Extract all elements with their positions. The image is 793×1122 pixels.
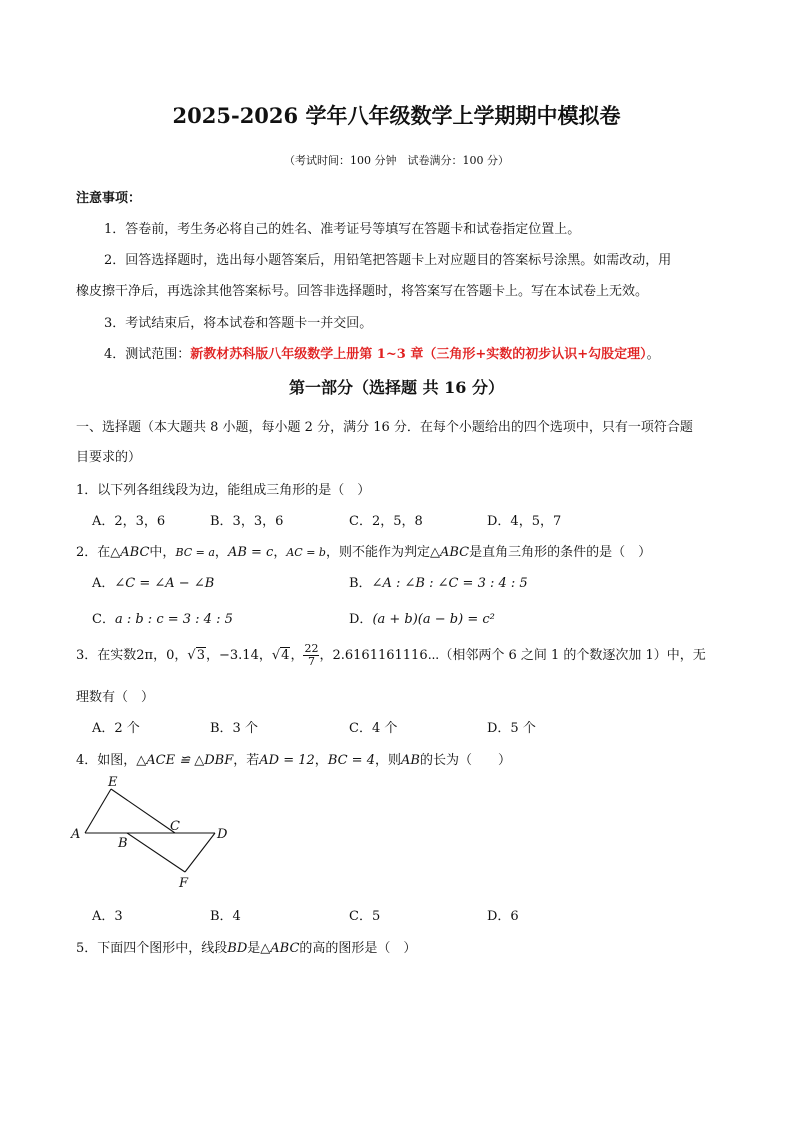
q3-num: 2π [136,648,154,663]
notice-item-2-line2: 橡皮擦干净后，再选涂其他答案标号。回答非选择题时，将答案写在答题卡上。写在本试卷上无效。 [76,284,649,299]
option-label: B． [349,576,372,591]
q2-option-d[interactable] [349,608,495,627]
q4-text: 4．如图， [76,753,137,768]
q3-sep: ， [206,648,220,663]
q2-option-a[interactable] [92,572,214,591]
q1-option-b[interactable]: B．3，3，6 [210,514,284,529]
point-e-label: E [108,775,118,790]
q5-segment: BD [227,941,248,956]
q1-option-d[interactable]: D．4，5，7 [487,514,562,529]
q3-sep: ， [290,648,304,663]
q4-text: ，若 [233,753,260,768]
notice-item-4-prefix: 4．测试范围： [104,347,191,362]
q2-text: 是直角三角形的条件的是（ ） [469,545,652,560]
q4-option-a[interactable]: A．3 [92,909,123,924]
q3-radicand: 3 [196,648,205,663]
point-a-label: A [71,827,81,842]
q2-text: ，则不能作为判定 [325,545,430,560]
q2-text: ， [214,545,228,560]
q3-sep: ， [153,648,167,663]
notice-heading: 注意事项： [76,191,142,206]
segment-fd [185,833,215,872]
section-intro-line2: 目要求的） [76,450,142,465]
question-4-stem [76,749,511,768]
fraction-numerator: 22 [304,642,319,655]
q3-sqrt-3: √3 [187,648,205,663]
q3-num: 0 [166,648,175,663]
point-f-label: F [179,876,189,891]
notice-item-4 [104,343,660,362]
q4-text: ，则 [374,753,401,768]
section-intro-line1: 一、选择题（本大题共 8 小题，每小题 2 分，满分 16 分．在每个小题给出的四个选项中，只有一项符合题 [76,420,693,435]
q4-text: 的长为（ ） [419,753,511,768]
q4-text: ， [314,753,328,768]
option-expr: a : b : c = 3 : 4 : 5 [114,612,233,627]
q5-text: 5．下面四个图形中，线段 [76,941,228,956]
q2-option-b[interactable] [349,572,528,591]
q4-option-c[interactable]: C．5 [349,909,381,924]
q2-triangle: △ABC [429,545,470,560]
q3-radicand: 4 [281,648,290,663]
segment-bf [127,833,185,872]
q2-triangle: △ABC [110,545,150,560]
notice-item-3: 3．考试结束后，将本试卷和答题卡一并交回。 [104,316,373,331]
q3-sep: ， [319,648,333,663]
notice-item-1: 1．答卷前，考生务必将自己的姓名、准考证号等填写在答题卡和试卷指定位置上。 [104,222,581,237]
q4-figure-lines [85,789,215,872]
test-scope: 新教材苏科版八年级数学上册第 1~3 章（三角形+实数的初步认识+勾股定理） [190,347,647,362]
page-title: 2025-2026 学年八年级数学上学期期中模拟卷 [172,103,621,128]
option-expr: (a + b)(a − b) = c² [372,612,495,627]
q4-eq-bc: BC = 4 [327,753,375,768]
notice-item-4-suffix: 。 [646,347,660,362]
q2-text: ， [273,545,287,560]
q3-text: （相邻两个 6 之间 1 的个数逐次加 1）中，无 [439,648,706,663]
q2-eq-ab: AB = c [227,545,274,560]
q3-num: 2.6161161116⋯ [332,648,440,663]
q3-option-a[interactable]: A．2 个 [92,721,140,736]
section-heading: 第一部分（选择题 共 16 分） [289,378,504,397]
option-label: A． [92,576,115,591]
question-5-stem [76,937,416,956]
q5-text: 的高的图形是（ ） [299,941,417,956]
q4-eq-ad: AD = 12 [259,753,315,768]
q3-sep: ， [174,648,188,663]
question-1-stem: 1．以下列各组线段为边，能组成三角形的是（ ） [76,483,371,498]
q3-sqrt-4: √4 [271,648,290,663]
q2-option-c[interactable] [92,608,233,627]
q4-option-d[interactable]: D．6 [487,909,519,924]
q3-option-c[interactable]: C．4 个 [349,721,398,736]
exam-info: （考试时间：100 分钟 试卷满分：100 分） [284,154,509,167]
q3-option-b[interactable]: B．3 个 [210,721,258,736]
q3-text: 3．在实数 [76,648,137,663]
q2-text: 中， [149,545,176,560]
option-label: D． [349,612,373,627]
question-3-line2: 理数有（ ） [76,690,155,705]
q3-option-d[interactable]: D．5 个 [487,721,536,736]
option-label: C． [92,612,115,627]
q1-option-c[interactable]: C．2，5，8 [349,514,423,529]
question-3-stem [76,643,706,668]
q3-num: −3.14 [219,648,259,663]
q4-segment: AB [401,753,420,768]
fraction-denominator: 7 [307,655,315,668]
point-c-label: C [170,819,180,834]
point-d-label: D [217,827,228,842]
point-b-label: B [118,836,128,851]
q2-eq-bc: BC = a [175,546,215,559]
q2-text: 2．在 [76,545,111,560]
option-expr: ∠A : ∠B : ∠C = 3 : 4 : 5 [371,576,528,591]
q5-text: 是 [247,941,261,956]
q5-triangle: △ABC [260,941,300,956]
q3-fraction [303,643,319,668]
option-expr: ∠C = ∠A − ∠B [114,576,215,591]
notice-item-2-line1: 2．回答选择题时，选出每小题答案后，用铅笔把答题卡上对应题目的答案标号涂黑。如需改动，用 [104,253,672,268]
q4-figure [60,775,250,895]
q4-option-b[interactable]: B．4 [210,909,241,924]
question-2-stem [76,541,651,560]
segment-ae [85,789,111,833]
q1-option-a[interactable]: A．2，3，6 [92,514,166,529]
q3-sep: ， [258,648,272,663]
segment-ec [111,789,175,833]
q2-eq-ac: AC = b [286,546,326,559]
q4-congruence: △ACE ≌ △DBF [136,753,234,768]
